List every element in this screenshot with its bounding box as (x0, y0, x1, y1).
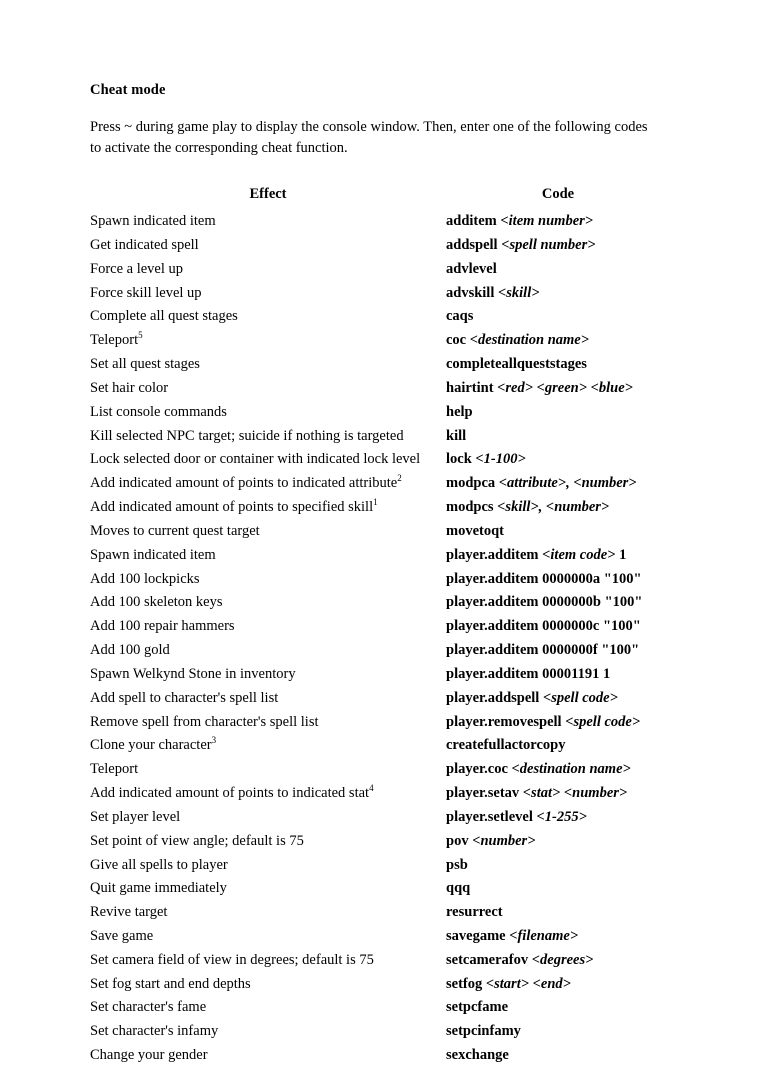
cheat-effect (90, 714, 446, 738)
cheat-effect (90, 904, 446, 928)
cheat-effect-text: Clone your character (90, 737, 212, 754)
cheat-effect-text: Complete all quest stages (90, 308, 238, 325)
cheat-effect-text: Set player level (90, 808, 181, 825)
cheat-effect-text: Set all quest stages (90, 356, 200, 373)
cheat-effect (90, 976, 446, 1000)
cheat-code-command: player.setlevel (446, 808, 533, 825)
cheat-code-argument: <attribute>, <number> (498, 475, 637, 492)
cheat-code-argument: <destination name> (511, 761, 631, 778)
table-body (90, 213, 670, 1071)
cheat-code-command: player.addspell (446, 689, 540, 706)
table-row (90, 523, 670, 547)
cheat-effect (90, 499, 446, 523)
cheat-effect (90, 547, 446, 571)
cheat-effect-text: Moves to current quest target (90, 522, 260, 539)
table-row (90, 809, 670, 833)
cheat-effect-text: Set point of view angle; default is 75 (90, 832, 304, 849)
cheat-code-command: resurrect (446, 904, 503, 921)
cheat-code (446, 404, 670, 428)
cheat-effect (90, 285, 446, 309)
cheat-code (446, 594, 670, 618)
table-row (90, 404, 670, 428)
cheat-effect (90, 213, 446, 237)
column-header-effect: Effect (249, 186, 287, 203)
cheat-effect-text: Teleport (90, 332, 139, 349)
cheat-code (446, 261, 670, 285)
cheat-effect (90, 308, 446, 332)
cheat-code-command: setcamerafov (446, 951, 529, 968)
cheat-code-command: player.removespell (446, 713, 562, 730)
cheat-effect-footnote: 1 (373, 497, 378, 508)
cheat-effect-text: Set character's infamy (90, 1023, 219, 1040)
table-row (90, 761, 670, 785)
table-row (90, 428, 670, 452)
table-row (90, 475, 670, 499)
cheat-code-command: player.additem 0000000b "100" (446, 594, 643, 611)
cheat-code-tail: 1 (619, 546, 627, 563)
cheat-code-argument: <red> <green> <blue> (497, 379, 633, 396)
cheat-effect-text: Add 100 gold (90, 642, 170, 659)
cheat-code (446, 237, 670, 261)
cheat-effect (90, 785, 446, 809)
table-row (90, 213, 670, 237)
cheat-code (446, 785, 670, 809)
cheat-effect (90, 928, 446, 952)
table-row (90, 690, 670, 714)
table-row (90, 594, 670, 618)
table-row (90, 547, 670, 571)
cheat-effect-text: Quit game immediately (90, 880, 227, 897)
table-row (90, 499, 670, 523)
cheat-effect-text: Add indicated amount of points to indicated stat (90, 785, 370, 802)
cheat-effect (90, 999, 446, 1023)
cheat-code-command: sexchange (446, 1047, 509, 1064)
cheat-effect-text: Force skill level up (90, 284, 202, 301)
table-header-row (90, 186, 670, 213)
intro-paragraph: Press ~ during game play to display the console window. Then, enter one of the following codes to activate the corresponding cheat function. (90, 119, 648, 156)
cheat-code (446, 690, 670, 714)
cheat-code-command: player.additem 0000000c "100" (446, 618, 641, 635)
cheat-effect-text: Set hair color (90, 379, 169, 396)
cheat-code (446, 332, 670, 356)
table-row (90, 356, 670, 380)
cheat-code (446, 571, 670, 595)
table-row (90, 1047, 670, 1071)
cheat-code (446, 976, 670, 1000)
cheat-code-command: advskill (446, 284, 495, 301)
cheat-code-command: help (446, 403, 473, 420)
cheat-code-command: kill (446, 427, 467, 444)
cheat-effect-footnote: 5 (138, 330, 143, 341)
cheat-code (446, 833, 670, 857)
column-header-code: Code (541, 186, 575, 203)
cheat-code-command: movetoqt (446, 522, 504, 539)
cheat-effect-text: Spawn Welkynd Stone in inventory (90, 665, 296, 682)
cheat-code-command: coc (446, 332, 467, 349)
table-row (90, 451, 670, 475)
table-row (90, 714, 670, 738)
cheat-code (446, 428, 670, 452)
cheat-codes-table (90, 186, 670, 1071)
cheat-effect-text: Add indicated amount of points to indicated attribute (90, 475, 398, 492)
cheat-code-command: addspell (446, 236, 498, 253)
cheat-code-command: psb (446, 856, 468, 873)
table-row (90, 618, 670, 642)
table-row (90, 571, 670, 595)
cheat-effect-text: Set character's fame (90, 999, 207, 1016)
cheat-code-command: lock (446, 451, 472, 468)
cheat-code-command: hairtint (446, 379, 494, 396)
cheat-code (446, 285, 670, 309)
cheat-effect-text: Add indicated amount of points to specified skill (90, 499, 374, 516)
cheat-code (446, 666, 670, 690)
table-row (90, 261, 670, 285)
cheat-code (446, 642, 670, 666)
cheat-code (446, 213, 670, 237)
cheat-code (446, 308, 670, 332)
cheat-code-command: pov (446, 832, 469, 849)
cheat-code-argument: <skill>, <number> (497, 499, 610, 516)
table-row (90, 380, 670, 404)
table-row (90, 976, 670, 1000)
table-row (90, 928, 670, 952)
cheat-code-command: advlevel (446, 260, 497, 277)
cheat-effect-text: Get indicated spell (90, 236, 199, 253)
table-row (90, 904, 670, 928)
cheat-code-command: player.additem 00001191 1 (446, 665, 611, 682)
cheat-code-argument: <destination name> (469, 332, 589, 349)
cheat-effect-text: List console commands (90, 403, 227, 420)
cheat-code-argument: <filename> (509, 928, 579, 944)
cheat-effect (90, 380, 446, 404)
cheat-effect-text: Add 100 lockpicks (90, 570, 200, 587)
cheat-code (446, 380, 670, 404)
cheat-effect (90, 332, 446, 356)
cheat-effect (90, 857, 446, 881)
table-row (90, 952, 670, 976)
cheat-code-command: completeallqueststages (446, 356, 587, 373)
cheat-effect-footnote: 3 (211, 735, 217, 746)
cheat-code-argument: <item code> (542, 546, 616, 563)
cheat-code-argument: <number> (472, 832, 536, 849)
cheat-effect (90, 809, 446, 833)
cheat-code-command: qqq (446, 880, 471, 897)
cheat-effect-text: Kill selected NPC target; suicide if nothing is targeted (90, 427, 404, 444)
cheat-effect (90, 475, 446, 499)
cheat-effect-text: Set fog start and end depths (90, 975, 251, 992)
cheat-effect-text: Spawn indicated item (90, 213, 216, 230)
table-row (90, 833, 670, 857)
cheat-effect-text: Add spell to character's spell list (90, 689, 279, 706)
cheat-effect-text: Lock selected door or container with indicated lock level (90, 451, 421, 468)
table-row (90, 1023, 670, 1047)
cheat-code-command: setpcfame (446, 999, 509, 1016)
cheat-effect (90, 642, 446, 666)
cheat-code-command: player.coc (446, 761, 508, 778)
cheat-code-command: setpcinfamy (446, 1023, 521, 1040)
table-row (90, 666, 670, 690)
cheat-effect-text: Change your gender (90, 1047, 208, 1064)
table-row (90, 880, 670, 904)
cheat-effect (90, 833, 446, 857)
cheat-effect-text: Remove spell from character's spell list (90, 713, 319, 730)
cheat-effect (90, 356, 446, 380)
table-row (90, 237, 670, 261)
cheat-code (446, 761, 670, 785)
cheat-code-command: createfullactorcopy (446, 737, 566, 754)
cheat-code (446, 999, 670, 1023)
cheat-effect (90, 690, 446, 714)
cheat-code (446, 356, 670, 380)
cheat-effect (90, 451, 446, 475)
cheat-effect (90, 571, 446, 595)
cheat-effect-text: Revive target (90, 904, 168, 921)
cheat-code (446, 857, 670, 881)
cheat-effect-text: Set camera field of view in degrees; default is 75 (90, 951, 374, 968)
cheat-effect (90, 237, 446, 261)
table-row (90, 999, 670, 1023)
table-row (90, 737, 670, 761)
cheat-effect (90, 261, 446, 285)
cheat-effect (90, 880, 446, 904)
cheat-code-argument: <start> <end> (485, 975, 571, 992)
cheat-code (446, 737, 670, 761)
cheat-effect (90, 404, 446, 428)
table-row (90, 285, 670, 309)
table-row (90, 332, 670, 356)
cheat-effect-text: Teleport (90, 761, 139, 778)
cheat-effect-text: Add 100 skeleton keys (90, 594, 223, 611)
cheat-code-command: savegame (446, 928, 506, 944)
cheat-code (446, 499, 670, 523)
cheat-code-command: player.additem 0000000a "100" (446, 570, 642, 587)
cheat-code (446, 880, 670, 904)
cheat-effect (90, 523, 446, 547)
cheat-effect-text: Save game (90, 928, 154, 944)
cheat-effect-text: Spawn indicated item (90, 546, 216, 563)
table-row (90, 308, 670, 332)
cheat-effect (90, 737, 446, 761)
cheat-effect-text: Force a level up (90, 260, 184, 277)
cheat-code (446, 547, 670, 571)
table-header (90, 186, 670, 213)
cheat-effect (90, 666, 446, 690)
cheat-effect (90, 618, 446, 642)
table-row (90, 857, 670, 881)
cheat-effect (90, 952, 446, 976)
cheat-code-command: player.setav (446, 785, 520, 802)
cheat-code (446, 952, 670, 976)
cheat-effect (90, 1023, 446, 1047)
cheat-code (446, 451, 670, 475)
cheat-code-argument: <skill> (497, 284, 540, 301)
cheat-effect-text: Add 100 repair hammers (90, 618, 235, 635)
cheat-effect-text: Give all spells to player (90, 856, 228, 873)
cheat-code-argument: <spell code> (542, 689, 618, 706)
cheat-code-command: player.additem 0000000f "100" (446, 642, 640, 659)
cheat-effect (90, 1047, 446, 1071)
cheat-code-command: modpca (446, 475, 496, 492)
cheat-code (446, 618, 670, 642)
cheat-code-argument: <item number> (500, 213, 594, 230)
cheat-code (446, 475, 670, 499)
cheat-code (446, 1047, 670, 1071)
cheat-code-argument: <spell number> (501, 236, 596, 253)
cheat-code (446, 809, 670, 833)
cheat-effect (90, 428, 446, 452)
cheat-effect-footnote: 4 (369, 783, 374, 794)
cheat-code-argument: <1-255> (536, 808, 587, 825)
cheat-effect-footnote: 2 (397, 473, 402, 484)
cheat-code-argument: <stat> <number> (522, 785, 628, 802)
table-row (90, 785, 670, 809)
cheat-code (446, 1023, 670, 1047)
cheat-code (446, 523, 670, 547)
cheat-code (446, 714, 670, 738)
cheat-code-command: setfog (446, 975, 483, 992)
cheat-effect (90, 594, 446, 618)
cheat-code-argument: <1-100> (475, 451, 526, 468)
cheat-code-command: additem (446, 213, 497, 230)
cheat-code-argument: <degrees> (531, 951, 594, 968)
cheat-code-command: player.additem (446, 546, 539, 563)
cheat-code-command: caqs (446, 308, 474, 325)
cheat-code (446, 904, 670, 928)
page-title: Cheat mode (90, 82, 166, 98)
cheat-code-argument: <spell code> (565, 713, 641, 730)
cheat-code (446, 928, 670, 952)
table-row (90, 642, 670, 666)
cheat-effect (90, 761, 446, 785)
cheat-code-command: modpcs (446, 499, 494, 516)
